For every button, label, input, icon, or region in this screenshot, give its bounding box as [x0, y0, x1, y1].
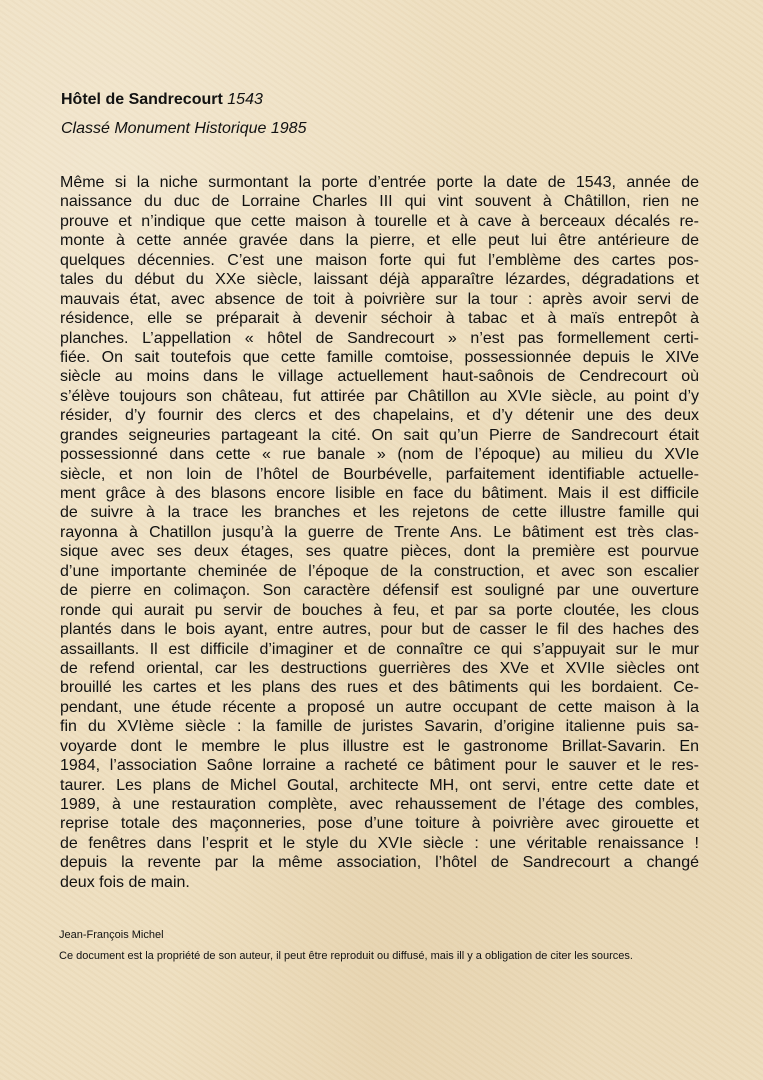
page-subtitle: Classé Monument Historique 1985 [61, 120, 307, 137]
body-line: siècle, et non loin de l’hôtel de Bourbévelle, parfaitement identifiable actuelle- [60, 465, 699, 483]
body-line: mauvais état, avec absence de toit à poivrière sur la tour : après avoir servi de [60, 290, 699, 308]
body-line: naissance du duc de Lorraine Charles III qui vint souvent à Châtillon, rien ne [60, 193, 699, 211]
body-line: prouve et n’indique que cette maison à tourelle et à cave à berceaux décalés re- [60, 212, 699, 230]
body-line: monte à cette année gravée dans la pierre, et elle peut lui être antérieure de [60, 232, 699, 250]
body-line: résider, d’y fournir des clercs et des chapelains, et d’y détenir une des deux [60, 407, 699, 425]
body-line: possessionné dans cette « rue banale » (nom de l’époque) au milieu du XVIe [60, 446, 699, 464]
body-line: planches. L’appellation « hôtel de Sandrecourt » n’est pas formellement certi- [60, 329, 699, 347]
body-line: de refend oriental, car les destructions guerrières des XVe et XVIIe siècles ont [60, 659, 699, 677]
body-line: de suivre à la trace les branches et les rejetons de cette illustre famille qui [60, 504, 699, 522]
body-line: ment grâce à des blasons encore lisible en face du bâtiment. Mais il est difficile [60, 485, 699, 502]
body-line: quelques décennies. C’est une maison forte qui fut l’emblème des cartes pos- [60, 251, 699, 269]
body-line: 1989, à une restauration complète, avec rehaussement de l’étage des combles, [60, 796, 699, 813]
body-line: deux fois de main. [60, 873, 190, 891]
body-line: de fenêtres dans l’esprit et le style du XVIe siècle : une véritable renaissance ! [60, 834, 699, 852]
body-line: brouillé les cartes et les plans des rues et des bâtiments qui les bordaient. Ce- [60, 679, 699, 697]
body-line: rayonna à Chatillon jusqu’à la guerre de Trente Ans. Le bâtiment est très clas- [60, 523, 699, 541]
page-title [61, 90, 263, 110]
title-name: Hôtel de Sandrecourt [61, 91, 223, 108]
body-line: fiée. On sait toutefois que cette famille comtoise, possessionnée depuis le XIVe [60, 348, 699, 366]
body-line: ronde qui aurait pu servir de bouches à feu, et par sa porte cloutée, les clous [60, 601, 699, 619]
body-line: voyarde dont le membre le plus illustre est le gastronome Brillat-Savarin. En [60, 737, 699, 755]
copyright-notice: Ce document est la propriété de son auteur, il peut être reproduit ou diffusé, mais ill y a obligation de citer les sources. [59, 950, 633, 962]
body-line: reprise totale des maçonneries, pose d’une toiture à poivrière avec girouette et [60, 815, 699, 833]
body-line: d’une importante cheminée de l’époque de la construction, et avec son escalier [60, 562, 699, 580]
body-line: plantés dans le bois ayant, entre autres, pour but de casser le fil des haches des [60, 621, 699, 639]
body-line: assaillants. Il est difficile d’imaginer et de connaître ce qui s’appuyait sur le mur [60, 640, 699, 658]
body-line: 1984, l’association Saône lorraine a racheté ce bâtiment pour le sauver et le res- [60, 757, 699, 775]
body-line: sique avec ses deux étages, ses quatre pièces, dont la première est pourvue [60, 543, 699, 561]
body-paragraph [60, 173, 699, 892]
title-year: 1543 [227, 91, 263, 108]
author-name: Jean-François Michel [59, 929, 164, 941]
body-line: fin du XVIème siècle : la famille de juristes Savarin, d’origine italienne puis sa- [60, 718, 699, 736]
body-line: s’élève toujours son château, fut attirée par Châtillon au XVIe siècle, au point d’y [60, 387, 699, 405]
body-line: pendant, une étude récente a proposé un autre occupant de cette maison à la [60, 698, 699, 716]
body-line: tales du début du XXe siècle, laissant déjà apparaître lézardes, dégradations et [60, 271, 699, 289]
body-line: grandes seigneuries partageant la cité. On sait qu’un Pierre de Sandrecourt était [60, 426, 699, 444]
body-line: depuis la revente par la même association, l’hôtel de Sandrecourt a changé [60, 854, 699, 872]
body-line: résidence, elle se préparait à devenir séchoir à tabac et à maïs entrepôt à [60, 310, 699, 328]
body-line: de pierre en colimaçon. Son caractère défensif est souligné par une ouverture [60, 582, 699, 600]
body-line: siècle au moins dans le village actuellement haut-saônois de Cendrecourt où [60, 368, 699, 386]
body-line: taurer. Les plans de Michel Goutal, architecte MH, ont servi, entre cette date et [60, 776, 699, 794]
body-line: Même si la niche surmontant la porte d’entrée porte la date de 1543, année de [60, 174, 699, 191]
